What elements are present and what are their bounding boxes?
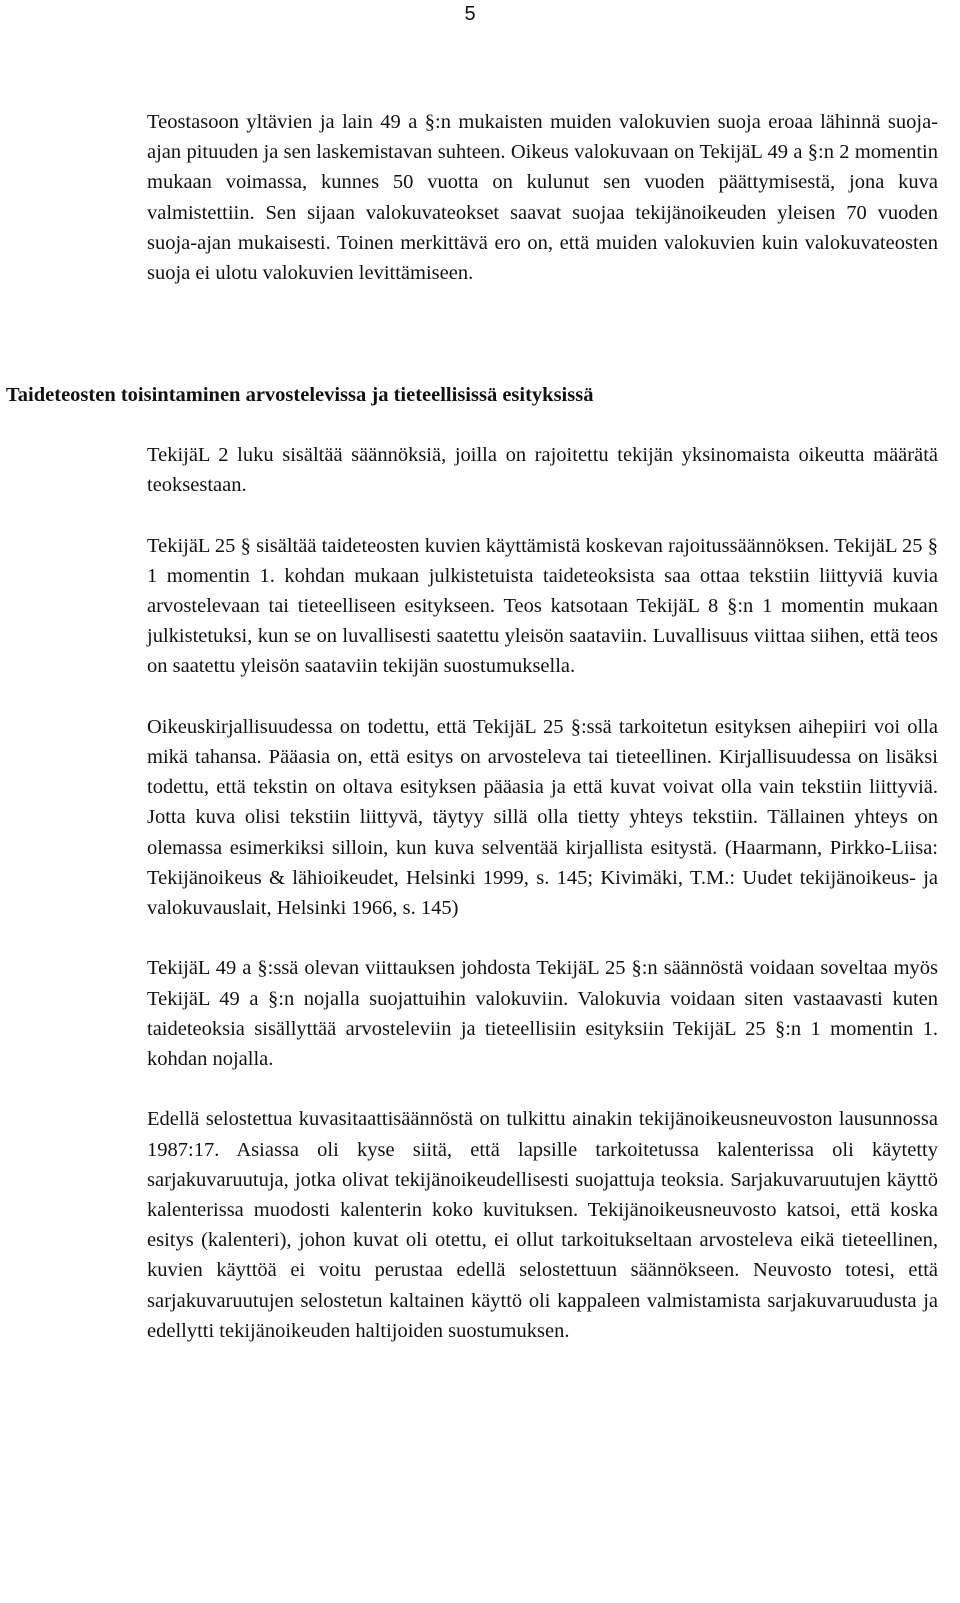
- intro-section: [147, 107, 938, 288]
- paragraph: TekijäL 49 a §:ssä olevan viittauksen johdosta TekijäL 25 §:n säännöstä voidaan soveltaa myös TekijäL 49 a §:n nojalla suojattuihin valokuviin. Valokuvia voidaan siten vastaavasti kuten taideteoksia sisällyttää arvosteleviin ja tieteellisiin esityksiin TekijäL 25 §:n 1 momentin 1. kohdan nojalla.: [147, 957, 938, 1071]
- paragraph: Teostasoon yltävien ja lain 49 a §:n mukaisten muiden valokuvien suoja eroaa lähinnä suoja-ajan pituuden ja sen laskemistavan suhteen. Oikeus valokuvaan on TekijäL 49 a §:n 2 momentin mukaan voimassa, kunnes 50 vuotta on kulunut sen vuoden päättymisestä, jona kuva valmistettiin. Sen sijaan valokuvateokset saavat suojaa tekijänoikeuden yleisen 70 vuoden suoja-ajan mukaisesti. Toinen merkittävä ero on, että muiden valokuvien kuin valokuvateosten suoja ei ulotu valokuvien levittämiseen.: [147, 111, 938, 285]
- section-body: [147, 440, 938, 1346]
- paragraph: Edellä selostettua kuvasitaattisäännöstä on tulkittu ainakin tekijänoikeusneuvoston lausunnossa 1987:17. Asiassa oli kyse siitä, että lapsille tarkoitetussa kalenterissa oli käytetty sarjakuvaruutuja, jotka olivat tekijänoikeudellisesti suojattuja teoksia. Sarjakuvaruutujen käyttö kalenterissa muodosti kalenterin koko kuvituksen. Tekijänoikeusneuvosto katsoi, että koska esitys (kalenteri), johon kuvat oli otettu, ei ollut tarkoitukseltaan arvosteleva eikä tieteellinen, kuvien käyttöä ei voitu perustaa edellä selostettuun säännökseen. Neuvosto totesi, että sarjakuvaruutujen selostetun kaltainen käyttö oli kappaleen valmistamista sarjakuvaruudusta ja edellytti tekijänoikeuden haltijoiden suostumuksen.: [147, 1108, 938, 1342]
- section-heading: Taideteosten toisintaminen arvostelevissa ja tieteellisissä esityksissä: [6, 384, 594, 406]
- paragraph: TekijäL 2 luku sisältää säännöksiä, joilla on rajoitettu tekijän yksinomaista oikeutta määrätä teoksestaan.: [147, 444, 938, 497]
- paragraph: TekijäL 25 § sisältää taideteosten kuvien käyttämistä koskevan rajoitussäännöksen. TekijäL 25 § 1 momentin 1. kohdan mukaan julkistetuista taideteoksista saa ottaa tekstiin liittyviä kuvia arvostelevaan tai tieteelliseen esitykseen. Teos katsotaan TekijäL 8 §:n 1 momentin mukaan julkistetuksi, kun se on luvallisesti saatettu yleisön saataviin. Luvallisuus viittaa siihen, että teos on saatettu yleisön saataviin tekijän suostumuksella.: [147, 534, 938, 678]
- paragraph: Oikeuskirjallisuudessa on todettu, että TekijäL 25 §:ssä tarkoitetun esityksen aihepiiri voi olla mikä tahansa. Pääasia on, että esitys on arvosteleva tai tieteellinen. Kirjallisuudessa on lisäksi todettu, että tekstin on oltava esityksen pääasia ja että kuvat voivat olla vain tekstiin liittyviä. Jotta kuva olisi tekstiin liittyvä, täytyy sillä olla tietty yhteys tekstiin. Tällainen yhteys on olemassa esimerkiksi silloin, kun kuva selventää kirjallista esitystä. (Haarmann, Pirkko-Liisa: Tekijänoikeus & lähioikeudet, Helsinki 1999, s. 145; Kivimäki, T.M.: Uudet tekijänoikeus- ja valokuvauslait, Helsinki 1966, s. 145): [147, 715, 938, 920]
- page-number: 5: [464, 3, 476, 25]
